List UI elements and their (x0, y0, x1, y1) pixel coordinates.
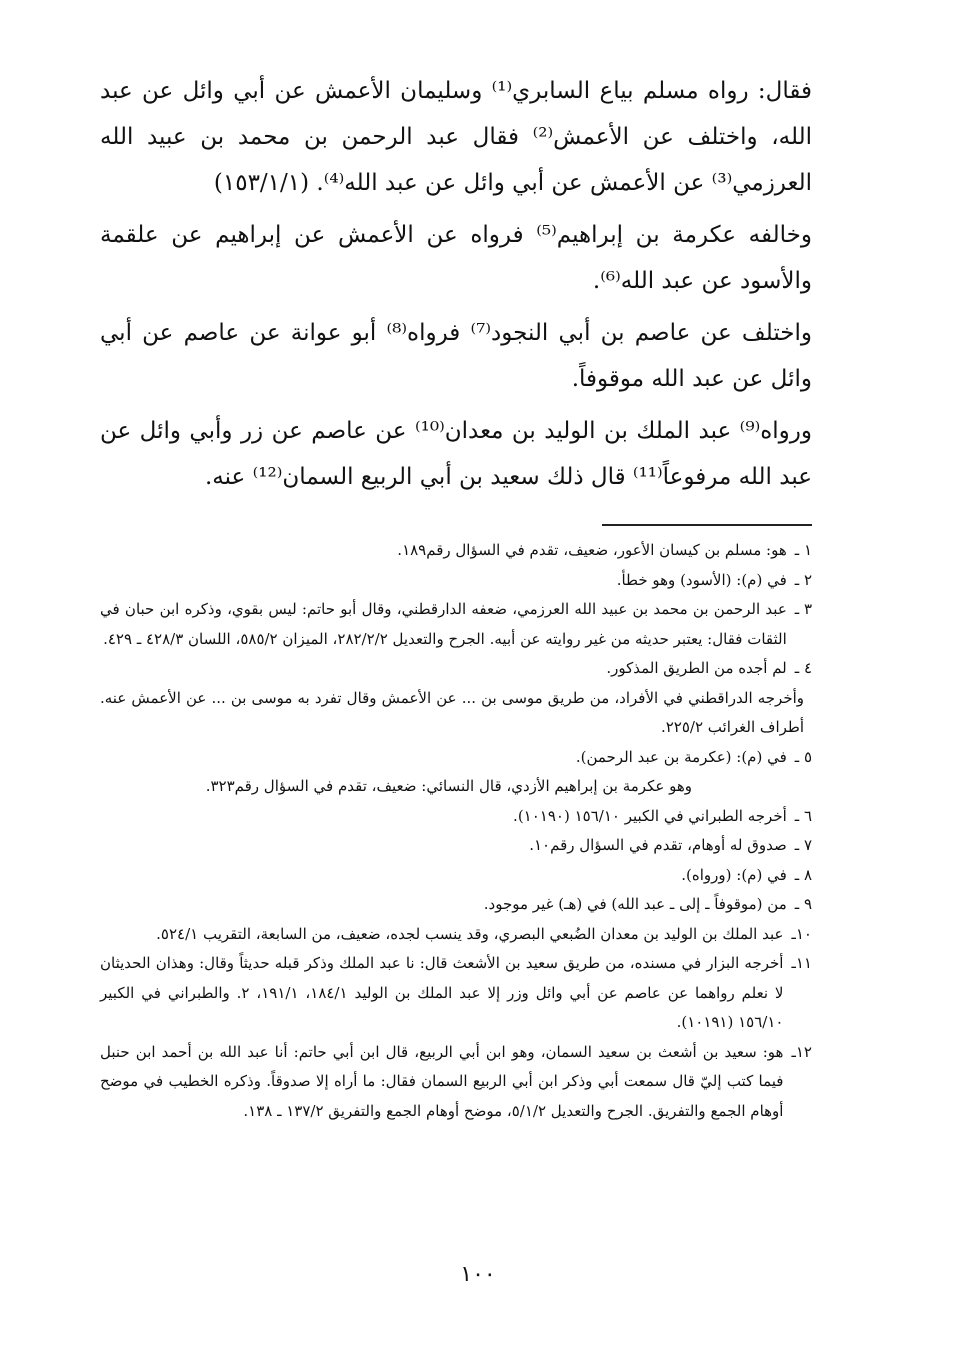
footnote-text: في (م): (ورواه). (681, 865, 787, 884)
document-page (100, 68, 812, 1126)
footnote-5 (100, 743, 812, 773)
footnote-number: ٧ ـ (794, 836, 812, 854)
footnote-1 (100, 536, 812, 566)
footnote-3 (100, 595, 812, 654)
footnote-number: ٥ ـ (794, 747, 812, 766)
footnote-10 (100, 920, 812, 950)
footnote-text: هو: سعيد بن أشعث بن سعيد السمان، وهو ابن أبي الربيع، قال ابن أبي حاتم: أنا عبد الله بن أحمد ابن حنبل فيما كتب إليّ قال سمعت أبي وذكر ابن أبي الربيع السمان فقال: ما أراه إلا صدوقاً. وذكره الخطيب في موضح أوهام الجمع والتفريق. الجرح والتعديل ٥/١/٢، موضح أوهام الجمع والتفريق ١٣٧/٢ ـ ١٣٨. (100, 1042, 784, 1120)
page-number: ١٠٠ (460, 1262, 496, 1287)
footnote-separator (602, 524, 812, 526)
footnotes (100, 536, 812, 1126)
footnote-number: ٢ ـ (794, 570, 812, 589)
footnote-text: لم أجده من الطريق المذكور. (606, 659, 787, 677)
footnote-text: أخرجه البزار في مسنده، من طريق سعيد بن الأشعث قال: نا عبد الملك وذكر قبله حديثاً وقال: وهذان الحديثان لا نعلم رواهما عن عاصم عن أبي وائل وزر إلا عبد الملك بن الوليد ١٨٤/١، ١٩١/١، ٢. والطبراني في الكبير ١٥٦/١٠ (١٠١٩١). (100, 954, 784, 1031)
footnote-11 (100, 949, 812, 1038)
footnote-number: ٣ ـ (794, 600, 812, 618)
footnote-text: من (موقوفاً ـ إلى ـ عبد الله) في (هـ) غير موجود. (483, 895, 787, 913)
footnote-text: عبد الملك بن الوليد بن معدان الضُبعي البصري، وقد ينسب لجده، ضعيف، من السابعة، التقريب ٥٢٤/١. (156, 924, 784, 943)
footnote-text: عبد الرحمن بن محمد بن عبيد الله العرزمي، ضعفه الدارقطني، وقال أبو حاتم: ليس بقوي، وذكره ابن حبان في الثقات فقال: يعتبر حديثه من غير روايته عن أبيه. الجرح والتعديل ٢٨٢/٢/٢، الميزان ٥٨٥/٢، اللسان ٤٢٨/٣ ـ ٤٢٩. (100, 600, 787, 648)
footnote-12 (100, 1038, 812, 1127)
footnote-text: وأخرجه الدراقطني في الأفراد، من طريق موسى بن ... عن الأعمش وقال تفرد به موسى بن ... عن الأعمش عنه. أطراف الغرائب ٢٢٥/٢. (100, 688, 804, 736)
footnote-number: ١١ـ (791, 954, 812, 972)
footnote-9 (100, 890, 812, 920)
footnote-number: ٩ ـ (794, 895, 812, 913)
footnote-number: ٨ ـ (794, 865, 812, 884)
footnote-text: في (م): (الأسود) وهو خطأ. (616, 570, 787, 589)
paragraph-4: ورواه⁽⁹⁾ عبد الملك بن الوليد بن معدان⁽¹⁰⁾ عن عاصم عن زر وأبي وائل عن عبد الله مرفوعاً⁽¹¹⁾ قال ذلك سعيد بن أبي الربيع السمان⁽¹²⁾ عنه. (100, 418, 812, 490)
footnote-text: هو: مسلم بن كيسان الأعور، ضعيف، تقدم في السؤال رقم١٨٩. (397, 541, 787, 559)
footnote-6 (100, 802, 812, 832)
footnote-separator-wrap (100, 506, 812, 536)
footnote-number: ٤ ـ (794, 659, 812, 677)
paragraph-2: وخالفه عكرمة بن إبراهيم⁽⁵⁾ فرواه عن الأعمش عن إبراهيم عن علقمة والأسود عن عبد الله⁽⁶⁾. (100, 222, 812, 294)
footnote-5-continuation (100, 772, 812, 802)
footnote-text: أخرجه الطبراني في الكبير ١٥٦/١٠ (١٠١٩٠). (513, 806, 787, 825)
paragraph-3: واختلف عن عاصم بن أبي النجود⁽⁷⁾ فرواه⁽⁸⁾ أبو عوانة عن عاصم عن أبي وائل عن عبد الله موقوفاً. (100, 320, 812, 392)
footnote-text: وهو عكرمة بن إبراهيم الأزدي، قال النسائي: ضعيف، تقدم في السؤال رقم٣٢٣. (205, 777, 692, 795)
main-text (100, 68, 812, 500)
footnote-number: ٦ ـ (794, 806, 812, 825)
footnote-number: ١٠ـ (791, 924, 812, 943)
paragraph-1: فقال: رواه مسلم بياع السابري⁽¹⁾ وسليمان الأعمش عن أبي وائل عن عبد الله، واختلف عن الأعمش⁽²⁾ فقال عبد الرحمن بن محمد بن عبيد الله العرزمي⁽³⁾ عن الأعمش عن أبي وائل عن عبد الله⁽⁴⁾. (١٥٣/١/١) (100, 78, 812, 196)
footnote-text: صدوق له أوهام، تقدم في السؤال رقم١٠. (529, 836, 787, 854)
footnote-number: ١٢ـ (791, 1042, 812, 1061)
footnote-4-continuation (100, 684, 812, 743)
footnote-2 (100, 566, 812, 596)
footnote-4 (100, 654, 812, 684)
footnote-text: في (م): (عكرمة بن عبد الرحمن). (575, 747, 787, 766)
footnote-7 (100, 831, 812, 861)
footnote-8 (100, 861, 812, 891)
footnote-number: ١ ـ (794, 541, 812, 559)
